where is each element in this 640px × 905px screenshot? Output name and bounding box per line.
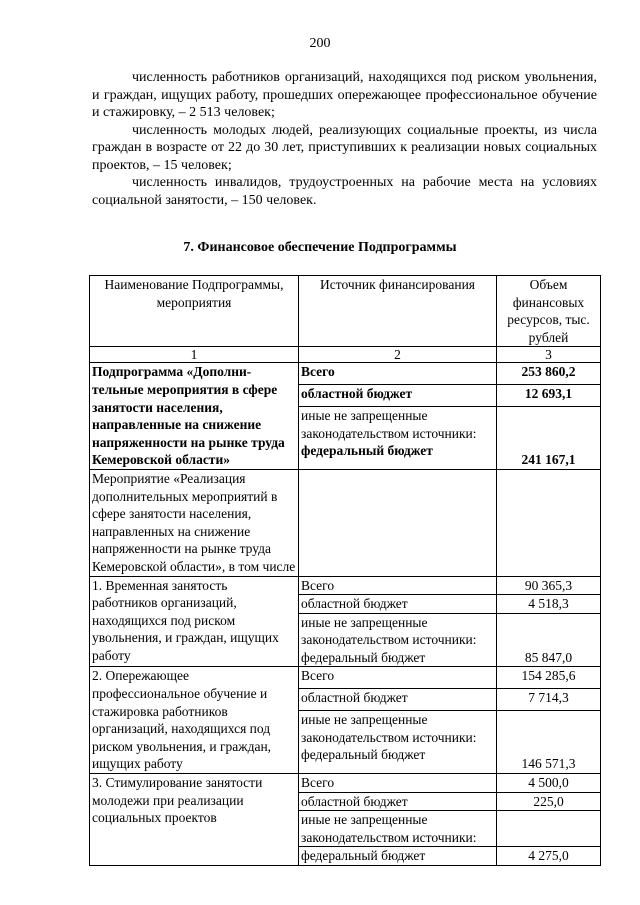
- source-cell: Всего: [299, 576, 497, 595]
- paragraph: численность молодых людей, реализующих социальные проекты, из числа граждан в возрасте от 22 до 30 лет, приступивших к реализации новых социальных проектов, – 15 человек;: [92, 122, 597, 173]
- column-number: 2: [299, 347, 497, 363]
- source-other: иные не запрещенные законодательством источники:: [301, 614, 477, 648]
- paragraph: численность работников организаций, находящихся под риском увольнения, и граждан, ищущих работу, прошедших опережающее профессиональное обучение и стажировку, – 2 513 человек;: [92, 70, 597, 120]
- value-cell: 12 693,1: [497, 385, 601, 407]
- source-cell: областной бюджет: [299, 385, 497, 407]
- source-other: иные не запрещенные законодательством источники:: [301, 712, 477, 745]
- value-cell: 4 518,3: [497, 595, 601, 614]
- item-name: 2. Опережающее профессиональное обучение и стажировка работников организаций, находящихся под риском увольнения, и граждан, ищущих работу: [90, 667, 299, 774]
- item-name: 3. Стимулирование занятости молодежи при реализации социальных проектов: [90, 774, 299, 866]
- value-cell: 4 275,0: [497, 847, 601, 866]
- source-federal: федеральный бюджет: [301, 443, 433, 459]
- column-number: 3: [497, 347, 601, 363]
- table-row: [90, 576, 601, 595]
- table-row: [90, 667, 601, 689]
- value-cell: 85 847,0: [497, 613, 601, 667]
- section-title: 7. Финансовое обеспечение Подпрограммы: [183, 240, 457, 255]
- page-number: 200: [309, 36, 331, 51]
- column-number: 1: [90, 347, 299, 363]
- value-cell: [497, 811, 601, 847]
- source-cell: областной бюджет: [299, 792, 497, 811]
- value-cell: 90 365,3: [497, 576, 601, 595]
- source-cell: Всего: [299, 774, 497, 793]
- value-cell: 241 167,1: [497, 406, 601, 469]
- header-source: Источник финансирования: [299, 276, 497, 347]
- column-numbers-row: [90, 347, 601, 363]
- table-row: [90, 774, 601, 793]
- value-cell: 225,0: [497, 792, 601, 811]
- source-federal: федеральный бюджет: [301, 649, 426, 665]
- source-cell: областной бюджет: [299, 595, 497, 614]
- source-cell: [299, 406, 497, 469]
- subprogram-name: Подпрограмма «Дополни-тельные мероприятия в сфере занятости населения, направленные на снижение напряженности на рынке труда Кемеровской области»: [90, 363, 299, 470]
- source-cell: [299, 613, 497, 667]
- table-row: [90, 363, 601, 385]
- measure-name: Мероприятие «Реализация дополнительных мероприятий в сфере занятости населения, направленных на снижение напряженности на рынке труда Кемеровской области», в том числе: [90, 469, 299, 576]
- body-text: [92, 69, 597, 209]
- paragraph: численность инвалидов, трудоустроенных на рабочие места на условиях социальной занятости, – 150 человек.: [92, 175, 597, 208]
- value-cell: 154 285,6: [497, 667, 601, 689]
- value-cell: 4 500,0: [497, 774, 601, 793]
- value-cell: 253 860,2: [497, 363, 601, 385]
- source-cell: [299, 469, 497, 576]
- source-cell: областной бюджет: [299, 689, 497, 711]
- table-header-row: [90, 276, 601, 347]
- source-cell: Всего: [299, 363, 497, 385]
- header-volume: Объем финансовых ресурсов, тыс. рублей: [497, 276, 601, 347]
- source-federal: федеральный бюджет: [301, 747, 426, 763]
- value-cell: 146 571,3: [497, 711, 601, 774]
- value-cell: [497, 469, 601, 576]
- financing-table: [89, 275, 601, 866]
- source-cell: Всего: [299, 667, 497, 689]
- source-cell: федеральный бюджет: [299, 847, 497, 866]
- source-cell: [299, 711, 497, 774]
- value-cell: 7 714,3: [497, 689, 601, 711]
- source-other: иные не запрещенные законодательством источники:: [301, 407, 477, 441]
- source-cell: иные не запрещенные законодательством источники:: [299, 811, 497, 847]
- item-name: 1. Временная занятость работников организаций, находящихся под риском увольнения, и граждан, ищущих работу: [90, 576, 299, 667]
- header-name: Наименование Подпрограммы, мероприятия: [90, 276, 299, 347]
- table-row: [90, 469, 601, 576]
